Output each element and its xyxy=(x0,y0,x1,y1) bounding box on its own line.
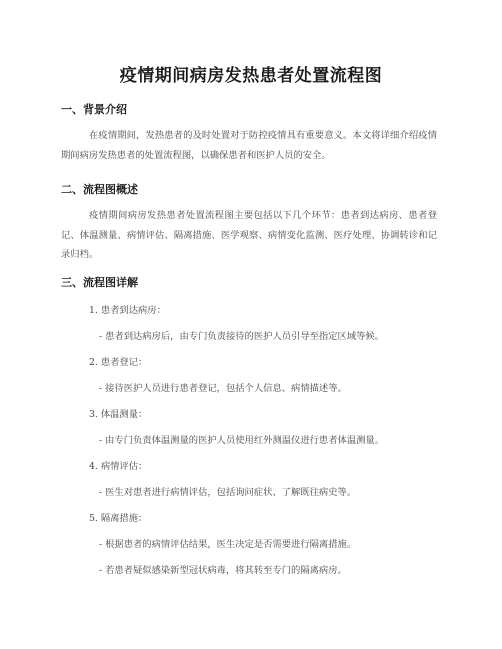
step-detail: - 若患者疑似感染新型冠状病毒，将其转至专门的隔离病房。 xyxy=(99,565,347,576)
step-label: 3. 体温测量： xyxy=(89,409,148,420)
section-heading-background: 一、背景介绍 xyxy=(61,103,127,116)
section-heading-overview: 二、流程图概述 xyxy=(61,183,138,196)
section-paragraph-background: 在疫情期间，发热患者的及时处置对于防控疫情具有重要意义。本文将详细介绍疫情期间病房发热患者的处置流程图，以确保患者和医护人员的安全。 xyxy=(61,130,437,161)
step-detail: - 患者到达病房后，由专门负责接待的医护人员引导至指定区域等候。 xyxy=(99,331,385,342)
section-paragraph-overview: 疫情期间病房发热患者处置流程图主要包括以下几个环节：患者到达病房、患者登记、体温测量、病情评估、隔离措施、医学观察、病情变化监测、医疗处理、协调转诊和记录归档。 xyxy=(61,210,437,260)
step-detail: - 由专门负责体温测量的医护人员使用红外测温仪进行患者体温测量。 xyxy=(99,435,385,446)
step-label: 5. 隔离措施： xyxy=(89,513,148,524)
step-detail: - 医生对患者进行病情评估，包括询问症状、了解既往病史等。 xyxy=(99,487,357,498)
document-title: 疫情期间病房发热患者处置流程图 xyxy=(119,66,383,86)
step-label: 2. 患者登记： xyxy=(89,357,148,368)
step-label: 4. 病情评估： xyxy=(89,461,148,472)
step-detail: - 根据患者的病情评估结果，医生决定是否需要进行隔离措施。 xyxy=(99,539,357,550)
step-label: 1. 患者到达病房： xyxy=(89,305,166,316)
section-heading-details: 三、流程图详解 xyxy=(61,276,138,289)
step-detail: - 接待医护人员进行患者登记，包括个人信息、病情描述等。 xyxy=(99,383,347,394)
